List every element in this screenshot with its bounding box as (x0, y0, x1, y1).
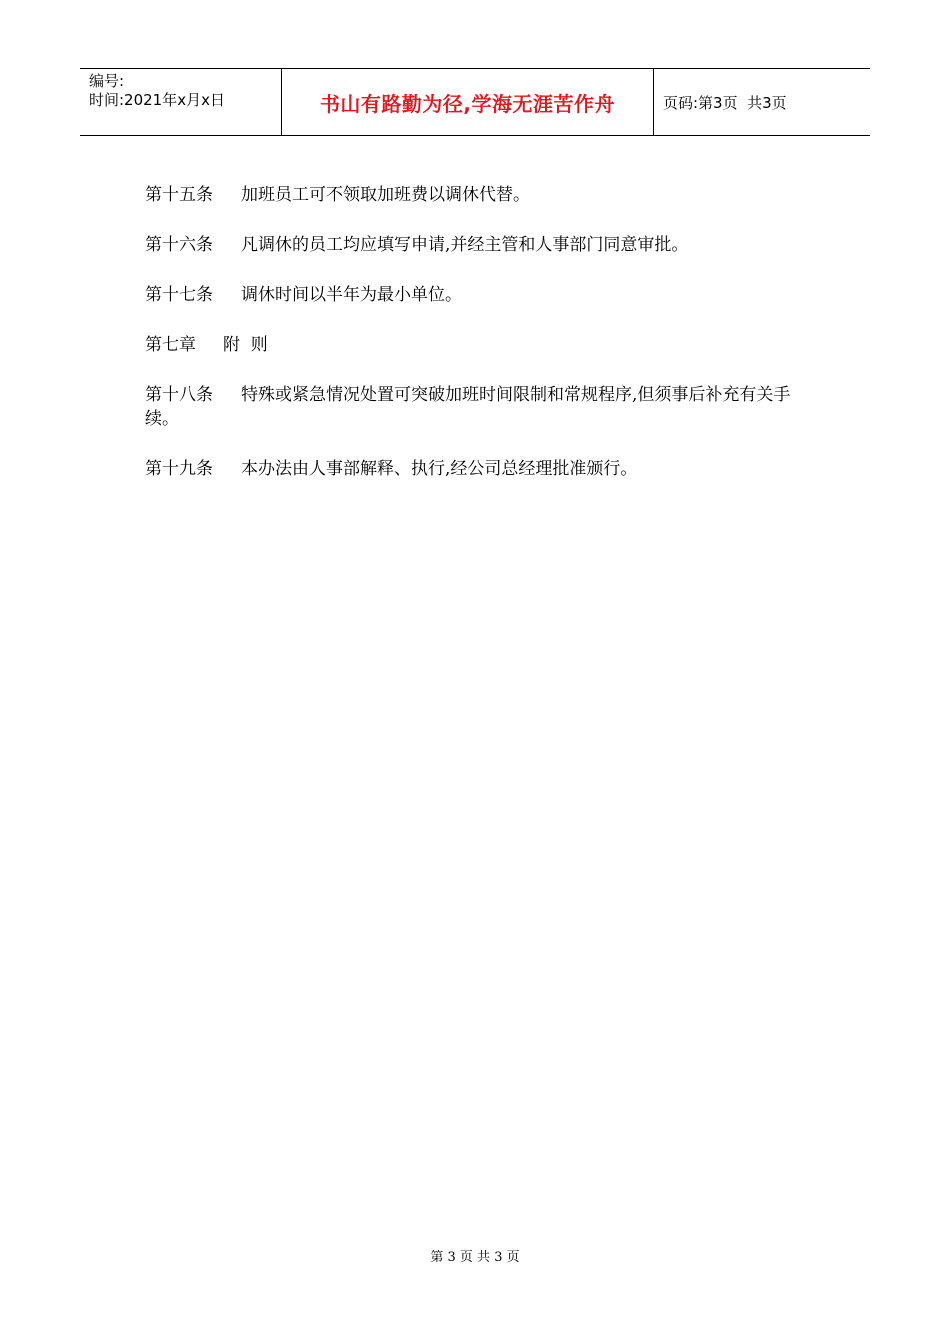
article-number: 第十八条 (145, 385, 213, 405)
article-paragraph (145, 183, 805, 207)
header-motto: 书山有路勤为径,学海无涯苦作舟 (319, 91, 616, 116)
article-paragraph (145, 383, 805, 431)
article-text: 凡调休的员工均应填写申请,并经主管和人事部门同意审批。 (241, 235, 689, 255)
article-number: 第十六条 (145, 235, 213, 255)
article-number: 第十九条 (145, 459, 213, 479)
page-footer: 第 3 页 共 3 页 (430, 1250, 520, 1265)
chapter-heading (145, 333, 805, 357)
header-page-info: 页码:第3页 共3页 (663, 93, 787, 112)
article-number: 第十五条 (145, 185, 213, 205)
article-text: 特殊或紧急情况处置可突破加班时间限制和常规程序,但须事后补充有关手续。 (145, 385, 791, 429)
document-number-label: 编号: (89, 72, 125, 90)
article-paragraph (145, 233, 805, 257)
article-paragraph (145, 457, 805, 481)
article-number: 第十七条 (145, 285, 213, 305)
document-header (80, 68, 870, 136)
article-paragraph (145, 283, 805, 307)
header-motto-cell (282, 69, 654, 135)
chapter-number: 第七章 (145, 335, 196, 355)
document-time-label: 时间:2021年x月x日 (89, 91, 225, 109)
article-text: 本办法由人事部解释、执行,经公司总经理批准颁行。 (241, 459, 638, 479)
article-text: 调休时间以半年为最小单位。 (241, 285, 462, 305)
article-text: 加班员工可不领取加班费以调休代替。 (241, 185, 530, 205)
document-body (145, 183, 805, 507)
header-page-cell (654, 69, 870, 135)
chapter-title: 附 则 (223, 335, 268, 355)
header-meta-cell (80, 69, 282, 135)
